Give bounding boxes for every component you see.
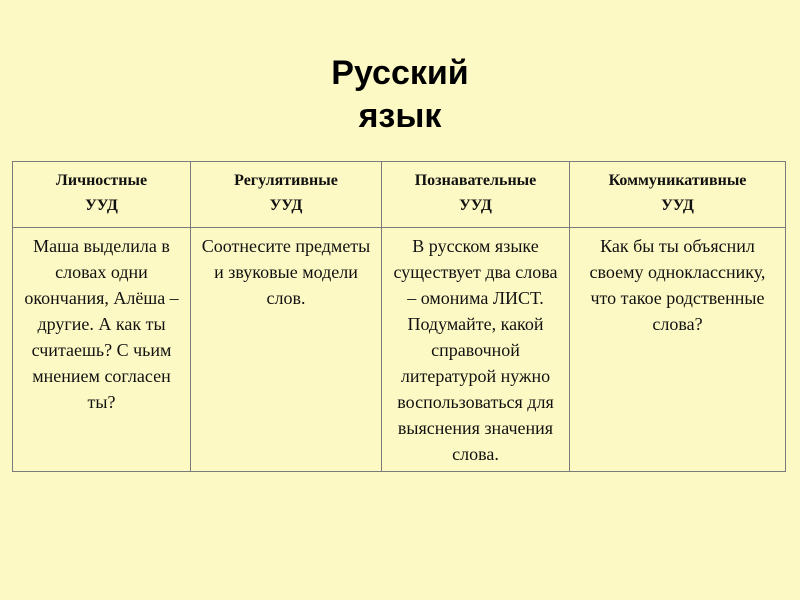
- header-personal-line1: Личностные: [55, 172, 148, 189]
- title-line-1: Русский: [331, 54, 469, 92]
- header-cognitive-uud: [382, 162, 570, 228]
- page-title: [0, 52, 800, 138]
- table-header-row: [13, 162, 786, 228]
- table-row: [13, 228, 786, 472]
- header-cognitive-line1: Познавательные: [414, 172, 537, 189]
- cell-communicative-task: Как бы ты объяснил своему однокласснику, что такое родственные слова?: [570, 228, 786, 472]
- header-communicative-uud: [570, 162, 786, 228]
- header-regulatory-uud: [191, 162, 382, 228]
- header-regulatory-line2: УУД: [269, 197, 303, 214]
- header-regulatory-line1: Регулятивные: [234, 172, 338, 189]
- cell-personal-task: Маша выделила в словах одни окончания, Алёша – другие. А как ты считаешь? С чьим мнением согласен ты?: [13, 228, 191, 472]
- header-cognitive-line2: УУД: [459, 197, 492, 214]
- cell-regulatory-task: Соотнесите предметы и звуковые модели слов.: [191, 228, 382, 472]
- header-communicative-line2: УУД: [661, 197, 694, 214]
- header-communicative-line1: Коммуникативные: [608, 172, 747, 189]
- uud-table: [12, 161, 786, 472]
- title-line-2: язык: [358, 97, 442, 135]
- cell-cognitive-task: В русском языке существует два слова – омонима ЛИСТ. Подумайте, какой справочной литературой нужно воспользоваться для выяснения значения слова.: [382, 228, 570, 472]
- header-personal-line2: УУД: [85, 197, 118, 214]
- header-personal-uud: [13, 162, 191, 228]
